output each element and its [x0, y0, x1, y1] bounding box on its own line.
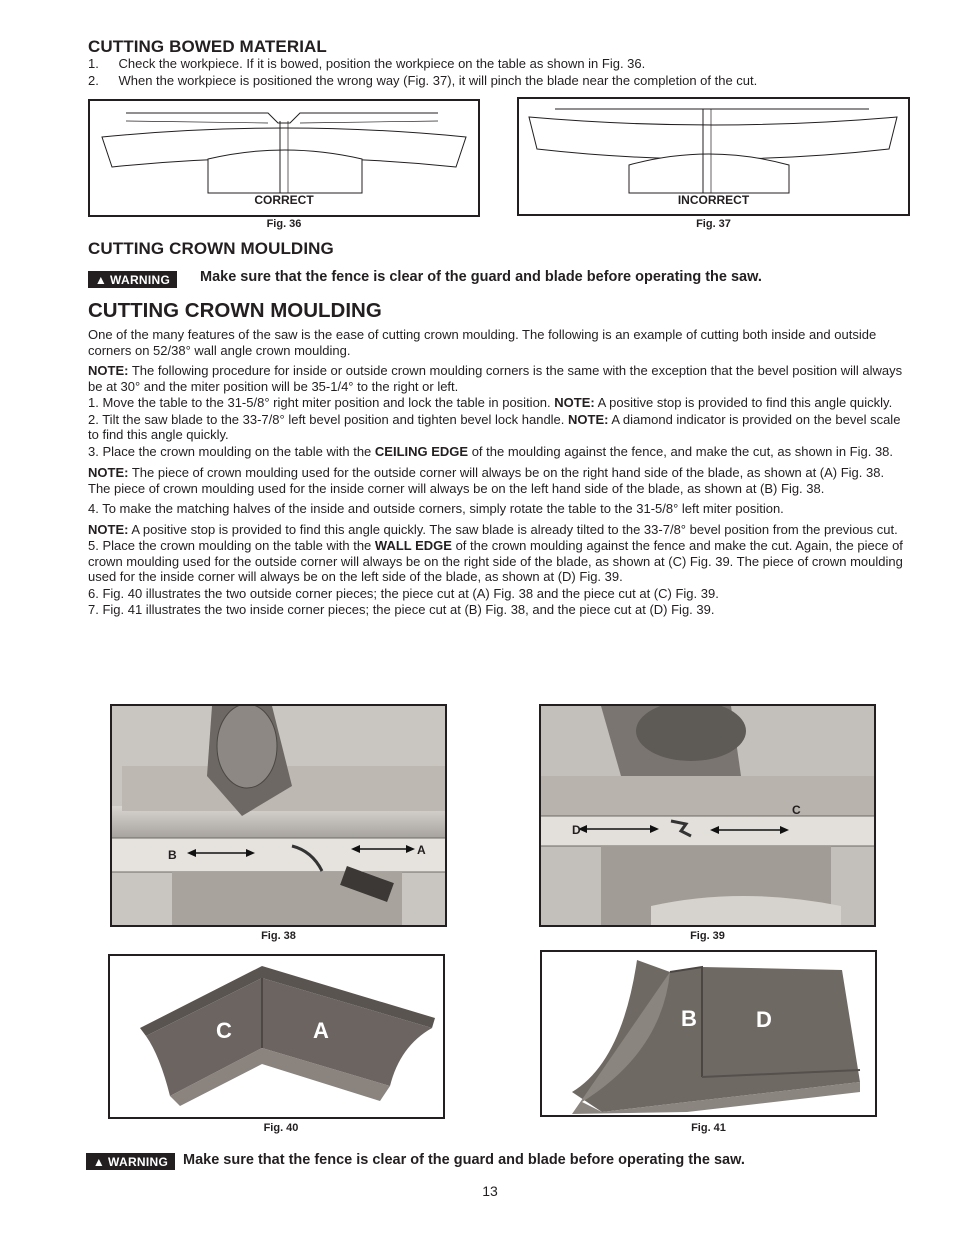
note-3	[88, 522, 908, 538]
warning-text-bottom: Make sure that the fence is clear of the guard and blade before operating the saw.	[183, 1152, 745, 1168]
note-label: NOTE:	[88, 521, 129, 537]
outside-corner-illustration	[110, 956, 443, 1117]
note-text: A positive stop is provided to find this angle quickly. The saw blade is already tilted to the 33-7/8° bevel position from the previous cut.	[128, 521, 898, 537]
bowed-item-1	[88, 56, 645, 72]
fig38-label-a: A	[417, 843, 426, 857]
fig37-label: INCORRECT	[677, 193, 750, 207]
fig39-caption: Fig. 39	[690, 930, 725, 942]
fig39-photo	[539, 704, 876, 927]
bowed-item-2	[88, 73, 757, 89]
note-label: NOTE:	[554, 395, 595, 410]
fig38-photo	[110, 704, 447, 927]
warning-badge	[88, 271, 177, 288]
item-text: When the workpiece is positioned the wrong way (Fig. 37), it will pinch the blade near the completion of the cut.	[118, 73, 758, 88]
step-text: 5. Place the crown moulding on the table with the	[88, 538, 375, 553]
fig41-label-b: B	[681, 1006, 697, 1031]
fig40-photo	[108, 954, 445, 1119]
fig38-label-b: B	[168, 848, 177, 862]
note-1	[88, 363, 908, 394]
fig40-label-a: A	[313, 1018, 329, 1043]
note-label: NOTE:	[568, 411, 609, 427]
step-4: 4. To make the matching halves of the inside and outside corners, simply rotate the table to the 31-5/8° left miter position.	[88, 501, 784, 516]
fig41-label-d: D	[756, 1007, 772, 1032]
warning-triangle-icon: ▲	[94, 272, 108, 287]
step-text: of the moulding against the fence, and make the cut, as shown in Fig. 38.	[468, 443, 894, 459]
step-6: 6. Fig. 40 illustrates the two outside corner pieces; the piece cut at (A) Fig. 38 and the piece cut at (C) Fig. 39.	[88, 585, 719, 601]
step-text: 1. Move the table to the 31-5/8° right miter position and lock the table in position.	[88, 395, 555, 410]
crown-subheading: CUTTING CROWN MOULDING	[88, 239, 334, 258]
emphasis: WALL EDGE	[374, 538, 452, 553]
emphasis: CEILING EDGE	[374, 443, 469, 459]
step-3	[88, 444, 908, 460]
item-number: 1.	[88, 56, 99, 71]
fig36-label: CORRECT	[254, 193, 314, 207]
inside-corner-illustration	[542, 952, 875, 1115]
note-2	[88, 465, 908, 496]
note-label: NOTE:	[88, 363, 129, 378]
fig41-caption: Fig. 41	[691, 1122, 726, 1134]
warning-triangle-icon: ▲	[92, 1154, 106, 1169]
item-number: 2.	[88, 73, 99, 88]
fig41-photo	[540, 950, 877, 1117]
step-7: 7. Fig. 41 illustrates the two inside corner pieces; the piece cut at (B) Fig. 38, and the piece cut at (D) Fig. 39.	[88, 602, 715, 617]
fig36-caption: Fig. 36	[266, 218, 302, 230]
intro-paragraph: One of the many features of the saw is the ease of cutting crown moulding. The following is an example of cutting both inside and outside corners on 52/38° wall angle crown moulding.	[88, 327, 877, 358]
note-text: The piece of crown moulding used for the outside corner will always be on the right hand side of the blade, as shown at (A) Fig. 38. The piece of crown moulding used for the inside corner will always be on the left hand side of the blade, as shown at (B) Fig. 38.	[88, 465, 885, 496]
warning-badge-bottom	[86, 1153, 175, 1170]
note-text: The following procedure for inside or outside crown moulding corners is the same with the exception that the bevel position will always be at 30° and the miter position will be 35-1/4° to the right or left.	[88, 363, 903, 394]
crown-heading: CUTTING CROWN MOULDING	[88, 299, 382, 322]
step-1	[88, 395, 908, 411]
fig39-label-c: C	[792, 803, 801, 817]
warning-badge-text: WARNING	[110, 272, 171, 287]
step-text: 2. Tilt the saw blade to the 33-7/8° left bevel position and tighten bevel lock handle.	[88, 411, 569, 427]
step-text: A diamond indicator is provided on the bevel scale to find this angle quickly.	[88, 411, 901, 442]
fig38-caption: Fig. 38	[261, 930, 296, 942]
step-2	[88, 412, 908, 443]
fig40-caption: Fig. 40	[263, 1122, 299, 1134]
page-number: 13	[482, 1183, 498, 1199]
step-text: 3. Place the crown moulding on the table with the	[88, 443, 375, 459]
fig39-label-d: D	[572, 823, 581, 837]
crown-body	[88, 327, 908, 618]
item-text: Check the workpiece. If it is bowed, position the workpiece on the table as shown in Fig. 36.	[118, 56, 646, 71]
step-text: A positive stop is provided to find this angle quickly.	[594, 395, 893, 410]
fig40-label-c: C	[216, 1018, 232, 1043]
warning-badge-text: WARNING	[108, 1154, 169, 1169]
miter-saw-photo	[112, 706, 445, 925]
step-text: of the crown moulding against the fence and make the cut. Again, the piece of crown moulding used for the outside corner will always be on the right side of the blade, as shown at (C) Fig. 39. The piece of crown moulding used for the inside corner will always be on the left side of the blade, as shown at (D) Fig. 39.	[88, 538, 903, 584]
miter-saw-photo	[541, 706, 874, 925]
note-label: NOTE:	[88, 465, 129, 480]
bowed-heading: CUTTING BOWED MATERIAL	[88, 37, 327, 56]
fig37-caption: Fig. 37	[696, 218, 731, 230]
step-5	[88, 538, 908, 585]
warning-text: Make sure that the fence is clear of the guard and blade before operating the saw.	[200, 269, 762, 285]
